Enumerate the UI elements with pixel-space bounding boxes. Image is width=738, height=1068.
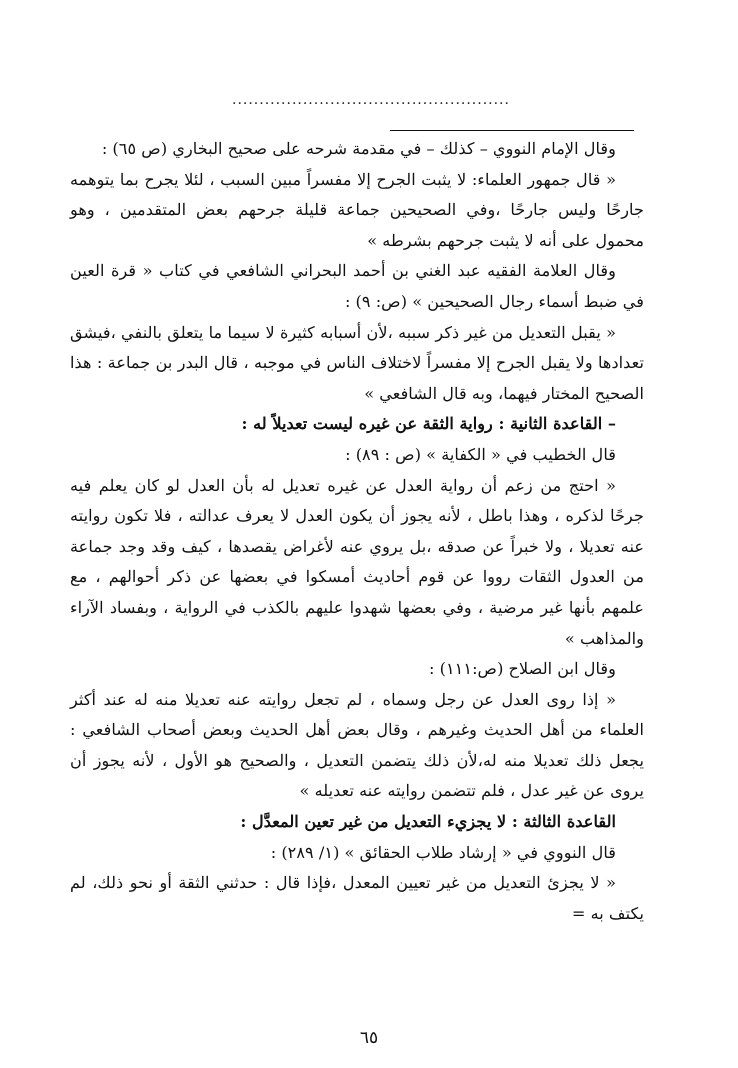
footnote-separator-rule (390, 130, 634, 131)
paragraph-ibn-salah-intro: وقال ابن الصلاح (ص:١١١) : (429, 659, 616, 679)
paragraph-nawawi-irshad-intro: قال النووي في « إرشاد طلاب الحقائق » (١/ ٢٨٩) : (270, 842, 616, 862)
paragraph-nawawi-intro: وقال الإمام النووي – كذلك – في مقدمة شرحه على صحيح البخاري (ص ٦٥) : (101, 139, 616, 158)
quote-khatib: « احتج من زعم أن رواية العدل عن غيره تعديل له بأن العدل لو كان يعلم فيه جرحًا لذكره ، وهذا باطل ، لأنه يجوز أن يكون العدل لا يعرف عدالته ، فلا تكون روايته عنه تعديلا ، ولا خبراً عن صدقه ،بل يروي عنه لأغراض يقصدها ، كيف وقد وجد جماعة من العدول الثقات رووا عن قوم أحاديث أمسكوا في بعضها عن ذكر أحوالهم ، مع علمهم بأنها غير مرضية ، وفي بعضها شهدوا عليهم بالكذب في الرواية ، وبفساد الآراء والمذاهب » (70, 475, 644, 648)
heading-rule-three: القاعدة الثالثة : لا يجزيء التعديل من غير تعين المعدَّل : (240, 812, 616, 832)
paragraph-khatib-intro: قال الخطيب في « الكفاية » (ص : ٨٩) : (345, 444, 616, 464)
quote-bahrani: « يقبل التعديل من غير ذكر سببه ،لأن أسبابه كثيرة لا سيما ما يتعلق بالنفي ،فيشق تعدادها ولا يقبل الجرح إلا مفسراً لاختلاف الناس في موجبه ، قال البدر بن جماعة : هذا الصحيح المختار فيهما، وبه قال الشافعي » (70, 322, 644, 403)
quote-nawawi-irshad: « لا يجزئ التعديل من غير تعيين المعدل ،فإذا قال : حدثني الثقة أو نحو ذلك، لم يكتف به = (70, 873, 644, 923)
page-body (70, 134, 644, 929)
quote-ibn-salah: « إذا روى العدل عن رجل وسماه ، لم تجعل روايته عنه تعديلا منه له عند أكثر العلماء من أهل الحديث وغيرهم ، وقال بعض أهل الحديث وبعض أصحاب الشافعي : يجعل ذلك تعديلا منه له،لأن ذلك يتضمن التعديل ، والصحيح هو الأول ، لأنه يجوز أن يروى عن غير عدل ، فلم تتضمن روايته عنه تعديله » (70, 689, 644, 801)
page-number: ٦٥ (359, 1028, 379, 1048)
heading-rule-two: – القاعدة الثانية : رواية الثقة عن غيره ليست تعديلاً له : (241, 414, 616, 434)
quote-nawawi-jumhur: « قال جمهور العلماء: لا يثبت الجرح إلا مفسراً مبين السبب ، لئلا يجرح بما يتوهمه جارحًا وليس جارحًا ،وفي الصحيحين جماعة قليلة جرحهم بعض المتقدمين ، وهو محمول على أنه لا يثبت جرحهم بشرطه » (70, 169, 644, 250)
paragraph-bahrani-intro: وقال العلامة الفقيه عبد الغني بن أحمد البحراني الشافعي في كتاب « قرة العين في ضبط أسماء رجال الصحيحين » (ص: ٩) : (70, 261, 644, 311)
decorative-dotted-line: ................................................... (232, 92, 510, 108)
